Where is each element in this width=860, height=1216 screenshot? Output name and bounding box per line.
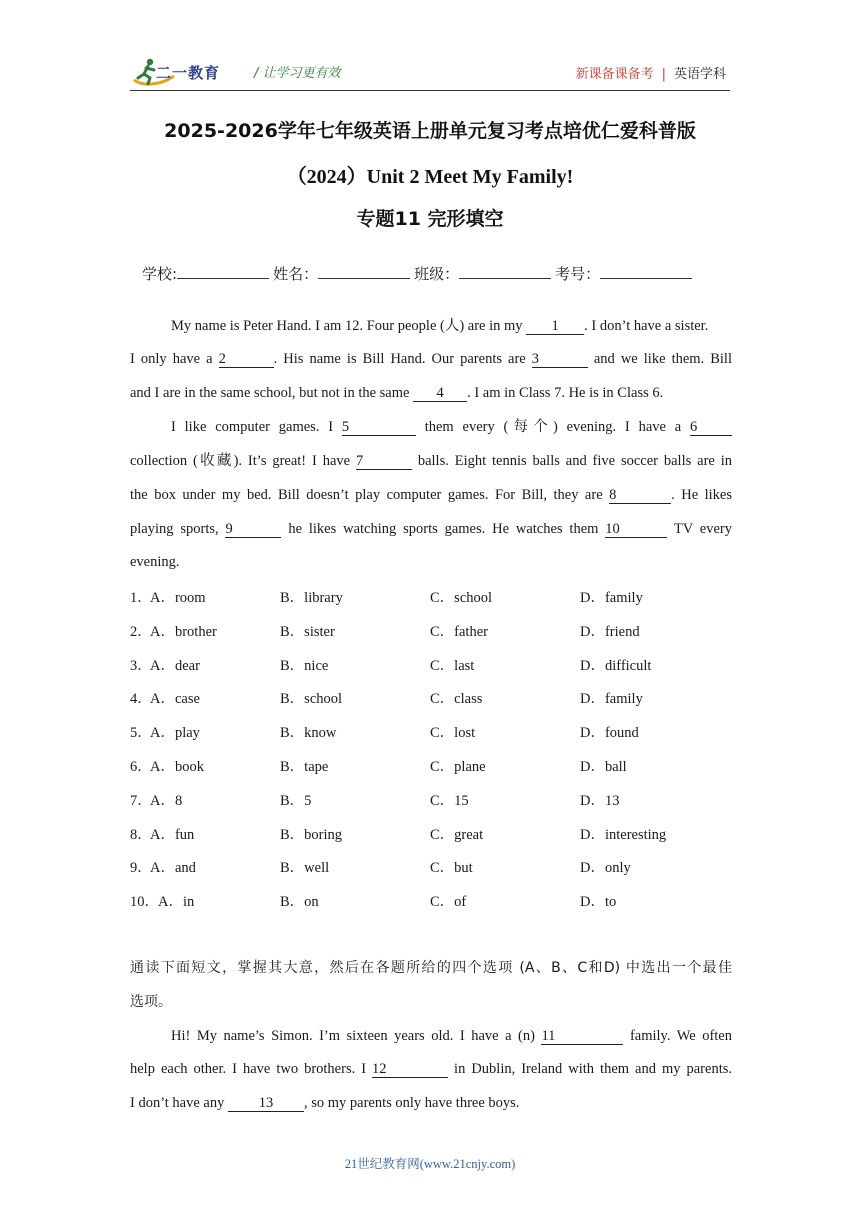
- blank-1: 1: [526, 318, 584, 335]
- option-c[interactable]: C．school: [430, 590, 493, 606]
- option-d[interactable]: D．to: [580, 894, 617, 911]
- header-separator: |: [661, 67, 666, 82]
- passage1-line: [130, 519, 732, 539]
- option-c[interactable]: C．great: [430, 826, 484, 843]
- header-tag-subject: 英语学科: [673, 67, 726, 82]
- question-number: 10．: [130, 894, 159, 911]
- passage-text: them every (每个) evening. I have a: [415, 419, 691, 435]
- option-c[interactable]: C．last: [430, 657, 475, 674]
- option-d[interactable]: D．family: [580, 691, 643, 708]
- option-a[interactable]: A．dear: [150, 657, 200, 674]
- blank-6: 6: [690, 419, 732, 436]
- option-d[interactable]: D．difficult: [580, 657, 652, 674]
- question-number: 8．: [130, 826, 152, 843]
- title-line-3: 专题11 完形填空: [356, 208, 504, 230]
- question-number: 5．: [130, 725, 152, 742]
- blank-8: 8: [609, 487, 671, 504]
- option-d[interactable]: D．only: [580, 860, 631, 877]
- blank-12: 12: [372, 1061, 448, 1078]
- passage-text: he likes watching sports games. He watches them: [281, 521, 606, 537]
- question-number: 2．: [130, 623, 152, 640]
- passage-text: help each other. I have two brothers. I: [130, 1061, 373, 1077]
- school-label: 学校:: [142, 265, 178, 283]
- passage-text: balls. Eight tennis balls and five soccer balls are in: [411, 453, 732, 469]
- option-a[interactable]: A．fun: [150, 826, 195, 843]
- passage-text: I don’t have any: [130, 1095, 228, 1111]
- name-label: 姓名：: [273, 265, 319, 283]
- option-c[interactable]: C．15: [430, 792, 469, 809]
- option-b[interactable]: B．school: [280, 691, 343, 708]
- passage-text: and I are in the same school, but not in the same: [130, 385, 414, 401]
- class-label: 班级：: [414, 265, 460, 283]
- option-b[interactable]: B．know: [280, 725, 337, 742]
- name-field[interactable]: [318, 264, 410, 279]
- slogan: / 让学习更有效: [254, 66, 341, 81]
- passage1-line: [130, 383, 732, 403]
- option-a[interactable]: A．and: [150, 860, 196, 877]
- option-b[interactable]: B．library: [280, 590, 343, 606]
- option-a[interactable]: A．play: [150, 725, 200, 742]
- instruction-line: 选项。: [130, 994, 172, 1010]
- title-line-1: 2025-2026学年七年级英语上册单元复习考点培优仁爱科普版: [164, 120, 696, 142]
- option-a[interactable]: A．in: [158, 894, 195, 911]
- passage1-line: [130, 349, 732, 369]
- option-a[interactable]: A．case: [150, 691, 200, 708]
- question-number: 3．: [130, 657, 152, 674]
- option-b[interactable]: B．tape: [280, 759, 329, 775]
- passage-text: the box under my bed. Bill doesn’t play computer games. For Bill, they are: [130, 487, 610, 503]
- passage-text: collection (收藏). It’s great! I have: [130, 453, 356, 469]
- option-c[interactable]: C．of: [430, 894, 467, 911]
- blank-10: 10: [605, 521, 667, 538]
- header-divider: [130, 90, 730, 91]
- page-footer: 21世纪教育网(www.21cnjy.com): [344, 1157, 516, 1171]
- option-d[interactable]: D．found: [580, 725, 639, 742]
- option-c[interactable]: C．class: [430, 691, 483, 708]
- option-c[interactable]: C．father: [430, 623, 488, 640]
- blank-11: 11: [541, 1028, 623, 1045]
- student-info: [142, 263, 696, 284]
- exam-number-label: 考号：: [555, 265, 601, 283]
- school-field[interactable]: [177, 264, 269, 279]
- passage-text: . He likes: [671, 487, 732, 503]
- passage-text: . I am in Class 7. He is in Class 6.: [467, 385, 664, 401]
- passage1-line: [130, 316, 732, 336]
- passage-text: family. We often: [623, 1028, 732, 1044]
- option-a[interactable]: A．brother: [150, 623, 217, 640]
- passage-text: My name is Peter Hand. I am 12. Four people (人) are in my: [171, 318, 527, 334]
- option-b[interactable]: B．well: [280, 860, 330, 877]
- option-d[interactable]: D．13: [580, 792, 620, 809]
- passage-text: , so my parents only have three boys.: [303, 1095, 520, 1111]
- option-d[interactable]: D．interesting: [580, 826, 667, 843]
- logo-text: 二一教育: [156, 64, 221, 82]
- option-d[interactable]: D．friend: [580, 623, 640, 640]
- passage1-line: [130, 485, 732, 505]
- passage-text: I only have a: [130, 351, 219, 367]
- instruction-line: 通读下面短文，掌握其大意，然后在各题所给的四个选项 (A、B、C和D) 中选出一个最佳: [130, 960, 732, 976]
- option-b[interactable]: B．boring: [280, 826, 343, 843]
- blank-3: 3: [532, 351, 588, 368]
- passage-text: Hi! My name’s Simon. I’m sixteen years old. I have a (n): [171, 1028, 542, 1044]
- option-b[interactable]: B．sister: [280, 623, 335, 640]
- header-right: [576, 63, 726, 82]
- logo: [130, 56, 242, 88]
- passage-text: playing sports,: [130, 521, 226, 537]
- blank-5: 5: [342, 419, 416, 436]
- passage2-line: [130, 1059, 732, 1079]
- class-field[interactable]: [459, 264, 551, 279]
- passage-text: TV every: [667, 521, 732, 537]
- option-c[interactable]: C．plane: [430, 759, 486, 775]
- question-number: 9．: [130, 860, 152, 877]
- page-header: [130, 56, 730, 90]
- option-a[interactable]: A．room: [150, 590, 206, 606]
- passage-text: and we like them. Bill: [587, 351, 732, 367]
- title-line-2: （2024）Unit 2 Meet My Family!: [286, 166, 574, 188]
- question-number: 7．: [130, 792, 152, 809]
- option-a[interactable]: A．book: [150, 759, 204, 775]
- option-c[interactable]: C．but: [430, 860, 473, 877]
- passage-text: I like computer games. I: [171, 419, 342, 435]
- passage-text: . I don’t have a sister.: [584, 318, 709, 334]
- passage2-line: [130, 1093, 732, 1113]
- option-b[interactable]: B．on: [280, 894, 319, 911]
- blank-2: 2: [219, 351, 274, 368]
- option-b[interactable]: B．5: [280, 792, 312, 809]
- option-d[interactable]: D．ball: [580, 759, 627, 775]
- passage1-line: [130, 417, 732, 437]
- passage-text: in Dublin, Ireland with them and my parents.: [448, 1061, 732, 1077]
- passage-text: . His name is Bill Hand. Our parents are: [273, 351, 532, 367]
- passage1-line: evening.: [130, 554, 180, 570]
- header-tag-prep: 新课备课备考: [575, 67, 654, 82]
- option-c[interactable]: C．lost: [430, 725, 476, 742]
- blank-9: 9: [225, 521, 281, 538]
- blank-7: 7: [356, 453, 412, 470]
- option-a[interactable]: A．8: [150, 792, 183, 809]
- exam-number-field[interactable]: [600, 264, 692, 279]
- blank-4: 4: [413, 385, 467, 402]
- passage1-line: [130, 451, 732, 471]
- blank-13: 13: [228, 1095, 304, 1112]
- option-d[interactable]: D．family: [580, 590, 643, 606]
- question-number: 1．: [130, 590, 152, 606]
- option-b[interactable]: B．nice: [280, 657, 329, 674]
- question-number: 4．: [130, 691, 152, 708]
- question-number: 6．: [130, 759, 152, 775]
- passage2-line: [130, 1026, 732, 1046]
